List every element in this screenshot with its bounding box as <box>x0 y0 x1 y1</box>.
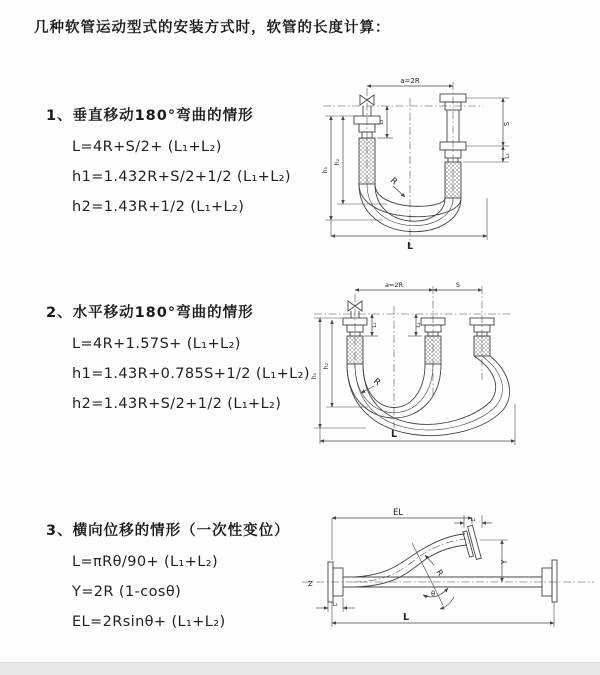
dim-label-l2: L₂ <box>416 322 422 328</box>
dim-label-l1: L₁ <box>470 517 476 523</box>
formula-h2: h2=1.43R+1/2 (L₁+L₂) <box>72 199 245 215</box>
dim-label-h1: h₁ <box>311 372 318 380</box>
section-1 <box>46 104 291 222</box>
section-3 <box>46 519 290 637</box>
dim-label-s: S <box>455 281 461 289</box>
dim-label-h1: h₁ <box>322 166 329 174</box>
dim-label-el: EL <box>392 508 404 518</box>
diagram-horizontal-move-180 <box>308 276 593 454</box>
formula-h2: h2=1.43R+S/2+1/2 (L₁+L₂) <box>72 396 282 412</box>
doc-title: 几种软管运动型式的安装方式时，软管的长度计算： <box>34 20 391 36</box>
dim-label-y: Y <box>500 559 509 565</box>
formula-h1: h1=1.43R+0.785S+1/2 (L₁+L₂) <box>72 366 310 382</box>
dim-label-l2: L₂ <box>505 153 511 159</box>
dim-label-a2r: a=2R <box>384 281 404 289</box>
break-mark-z: Z <box>308 580 313 588</box>
section-1-heading: 1、垂直移动180°弯曲的情形 <box>46 108 254 124</box>
section-2-heading: 2、水平移动180°弯曲的情形 <box>46 305 254 321</box>
dim-label-r: R <box>387 175 400 188</box>
dim-label-l2: L₂ <box>332 602 338 608</box>
dim-label-l1: L₁ <box>372 322 378 328</box>
formula-L: L=4R+S/2+ (L₁+L₂) <box>72 139 222 155</box>
formula-L: L=πRθ/90+ (L₁+L₂) <box>72 554 219 570</box>
formula-EL: EL=2Rsinθ+ (L₁+L₂) <box>72 614 226 630</box>
dim-label-r: R <box>434 567 445 578</box>
section-2 <box>46 301 310 419</box>
dim-label-theta: θ <box>431 590 436 598</box>
formula-h1: h1=1.432R+S/2+1/2 (L₁+L₂) <box>72 169 291 185</box>
section-1-formulas <box>46 132 291 222</box>
dim-label-l: L <box>402 612 410 623</box>
diagram-vertical-move-180 <box>313 70 583 255</box>
dim-label-h2: h₂ <box>323 362 330 370</box>
section-3-heading: 3、横向位移的情形（一次性变位） <box>46 523 290 539</box>
dim-label-l1: L₁ <box>379 119 385 125</box>
dim-label-l: L <box>406 241 414 252</box>
formula-Y: Y=2R (1-cosθ) <box>72 584 182 600</box>
dim-label-s: S <box>503 121 511 127</box>
dim-label-l: L <box>390 429 398 440</box>
dim-label-r: R <box>371 376 383 389</box>
section-3-formulas <box>46 547 290 637</box>
dim-label-a2r: a=2R <box>400 77 420 85</box>
formula-L: L=4R+1.57S+ (L₁+L₂) <box>72 336 241 352</box>
diagram-lateral-displacement <box>296 502 600 652</box>
dim-label-h2: h₂ <box>334 158 341 166</box>
section-2-formulas <box>46 329 310 419</box>
footer-strip <box>0 662 600 675</box>
